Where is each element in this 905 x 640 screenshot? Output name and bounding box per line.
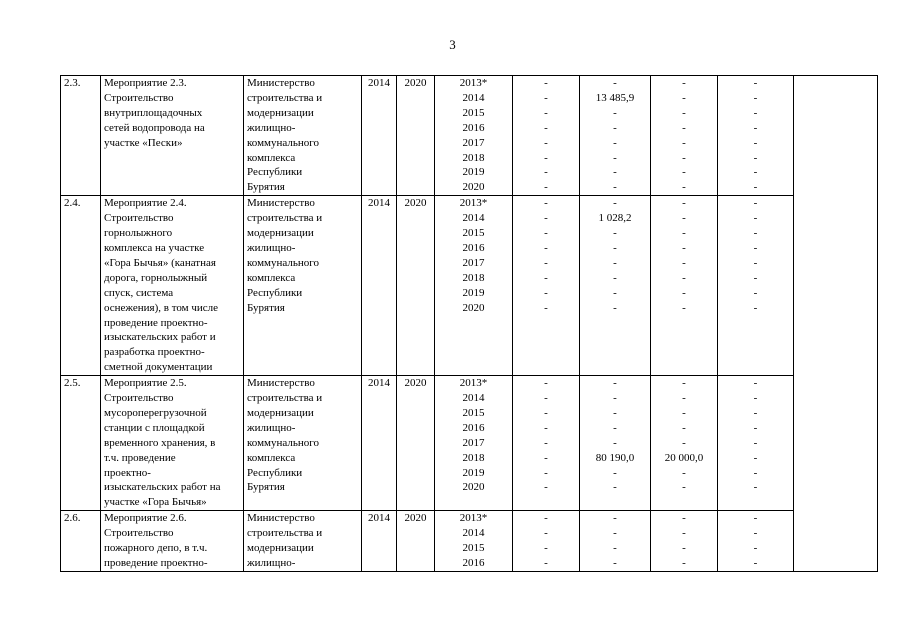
funding-col-4-line: -	[753, 436, 758, 449]
funding-col-4-line: -	[753, 91, 758, 104]
funding-col-2-line: -	[613, 377, 617, 390]
table-row	[61, 376, 878, 511]
executor-line: коммунального	[247, 436, 319, 449]
event-title	[101, 376, 244, 511]
funding-col-3-line: -	[682, 557, 686, 569]
funding-years-line: 2014	[462, 527, 485, 540]
funding-col-1-line: -	[544, 392, 548, 405]
funding-col-2-line: -	[613, 392, 617, 405]
funding-col-3-line: -	[682, 377, 686, 390]
funding-col-2-line: -	[613, 557, 617, 569]
event-title-line: участке «Гора Бычья»	[104, 496, 207, 509]
funding-col-4-line: -	[753, 466, 758, 479]
funding-col-2-line: -	[613, 286, 617, 299]
funding-col-4	[718, 376, 794, 511]
funding-col-1	[513, 376, 580, 511]
funding-years	[435, 196, 513, 376]
event-title-line: комплекса на участке	[104, 241, 205, 254]
funding-years-line: 2016	[462, 557, 485, 569]
funding-col-2-line: -	[613, 77, 617, 89]
funding-col-1-line: -	[544, 121, 548, 134]
extra-column-cell	[794, 376, 878, 511]
funding-col-3-line: -	[682, 481, 686, 494]
funding-col-2-line: -	[613, 481, 617, 494]
funding-years-line: 2020	[462, 301, 485, 314]
event-title-line: оснежения), в том числе	[104, 301, 219, 314]
table-row	[61, 196, 878, 376]
funding-col-4-line: -	[753, 241, 758, 254]
end-year: 2020	[397, 376, 435, 511]
funding-col-3	[651, 76, 718, 196]
executor-line: модернизации	[247, 227, 314, 240]
event-title-line: проведение проектно-	[104, 557, 208, 569]
funding-col-1-line: -	[544, 542, 548, 555]
funding-col-1-line: -	[544, 166, 548, 179]
funding-years-line: 2013*	[459, 377, 488, 390]
funding-col-4-line: -	[753, 451, 758, 464]
funding-col-2	[580, 376, 651, 511]
executor	[244, 76, 362, 196]
funding-col-3-line: -	[682, 212, 686, 225]
executor-line: жилищно-	[247, 557, 296, 569]
funding-years	[435, 76, 513, 196]
event-title-line: внутриплощадочных	[104, 106, 203, 119]
funding-col-4-line: -	[753, 151, 758, 164]
event-title-line: сметной документации	[104, 361, 213, 374]
funding-col-4-line: -	[753, 166, 758, 179]
executor-line: строительства и	[247, 527, 323, 540]
event-title-line: горнолыжного	[104, 227, 173, 240]
funding-col-1-line: -	[544, 136, 548, 149]
funding-col-1-line: -	[544, 241, 548, 254]
event-title-line: сетей водопровода на	[104, 121, 205, 134]
funding-col-1	[513, 76, 580, 196]
funding-col-4-line: -	[753, 256, 758, 269]
funding-years-line: 2019	[462, 166, 485, 179]
executor-line: коммунального	[247, 136, 319, 149]
funding-years-line: 2018	[462, 151, 485, 164]
funding-col-2	[580, 511, 651, 572]
executor-line: Министерство	[247, 377, 315, 390]
executor-line: Республики	[247, 166, 303, 179]
executor-line: строительства и	[247, 212, 323, 225]
event-title-line: проведение проектно-	[104, 316, 208, 329]
executor-line: строительства и	[247, 91, 323, 104]
funding-col-4-line: -	[753, 271, 758, 284]
executor-line: жилищно-	[247, 121, 296, 134]
funding-col-3-line: -	[682, 301, 686, 314]
funding-col-2	[580, 196, 651, 376]
funding-col-4-line: -	[753, 77, 758, 89]
funding-col-3-line: -	[682, 286, 686, 299]
page-number: 3	[449, 37, 456, 52]
funding-years-line: 2016	[462, 121, 485, 134]
funding-col-4-line: -	[753, 286, 758, 299]
funding-col-4-line: -	[753, 377, 758, 390]
funding-col-2-line: 13 485,9	[595, 91, 635, 104]
event-title-line: временного хранения, в	[104, 436, 216, 449]
event-title-line: Мероприятие 2.6.	[104, 512, 187, 525]
extra-column-cell	[794, 511, 878, 572]
funding-col-2-line: -	[613, 301, 617, 314]
funding-col-4-line: -	[753, 542, 758, 555]
funding-col-3-line: -	[682, 197, 686, 210]
funding-col-4-line: -	[753, 527, 758, 540]
funding-col-2-line: -	[613, 406, 617, 419]
executor	[244, 376, 362, 511]
event-title	[101, 196, 244, 376]
event-title-line: разработка проектно-	[104, 346, 205, 359]
funding-years-line: 2018	[462, 271, 485, 284]
executor-line: строительства и	[247, 392, 323, 405]
funding-years-line: 2019	[462, 466, 485, 479]
funding-col-4-line: -	[753, 197, 758, 210]
funding-col-3-line: -	[682, 436, 686, 449]
funding-col-4-line: -	[753, 212, 758, 225]
executor	[244, 511, 362, 572]
funding-years-line: 2015	[462, 406, 485, 419]
funding-col-2-line: -	[613, 181, 617, 194]
funding-col-3-line: -	[682, 136, 686, 149]
end-year: 2020	[397, 76, 435, 196]
event-title	[101, 511, 244, 572]
funding-col-3	[651, 196, 718, 376]
funding-col-2-line: -	[613, 512, 617, 525]
table-row	[61, 76, 878, 196]
funding-col-1-line: -	[544, 466, 548, 479]
funding-col-4	[718, 76, 794, 196]
event-title-line: Строительство	[104, 212, 174, 225]
executor-line: Республики	[247, 286, 303, 299]
funding-col-1-line: -	[544, 436, 548, 449]
funding-col-2-line: 80 190,0	[595, 451, 635, 464]
funding-col-4	[718, 511, 794, 572]
funding-col-4-line: -	[753, 406, 758, 419]
funding-years-line: 2013*	[459, 512, 488, 525]
extra-column-cell	[794, 196, 878, 376]
funding-col-3-line: -	[682, 151, 686, 164]
funding-col-4-line: -	[753, 181, 758, 194]
event-title-line: станции с площадкой	[104, 421, 205, 434]
funding-col-1	[513, 196, 580, 376]
event-number: 2.4.	[61, 196, 101, 376]
event-title-line: изыскательских работ и	[104, 331, 216, 344]
start-year: 2014	[362, 196, 397, 376]
event-title-line: Мероприятие 2.3.	[104, 77, 187, 89]
funding-col-3-line: -	[682, 77, 686, 89]
funding-col-2	[580, 76, 651, 196]
funding-years-line: 2019	[462, 286, 485, 299]
funding-col-3-line: -	[682, 166, 686, 179]
funding-col-4-line: -	[753, 557, 758, 569]
funding-col-1-line: -	[544, 481, 548, 494]
executor-line: Республики	[247, 466, 303, 479]
executor-line: Бурятия	[247, 181, 285, 194]
funding-years-line: 2017	[462, 436, 485, 449]
funding-col-1-line: -	[544, 451, 548, 464]
funding-col-1-line: -	[544, 106, 548, 119]
funding-col-1-line: -	[544, 301, 548, 314]
event-title-line: Строительство	[104, 392, 174, 405]
event-number: 2.6.	[61, 511, 101, 572]
program-table-body	[61, 76, 878, 572]
executor-line: Министерство	[247, 197, 315, 210]
funding-col-3-line: -	[682, 466, 686, 479]
event-number: 2.3.	[61, 76, 101, 196]
funding-col-2-line: -	[613, 421, 617, 434]
funding-col-4-line: -	[753, 512, 758, 525]
funding-col-3-line: -	[682, 256, 686, 269]
funding-col-4-line: -	[753, 136, 758, 149]
funding-col-3-line: -	[682, 542, 686, 555]
funding-years-line: 2013*	[459, 197, 488, 210]
funding-years-line: 2014	[462, 91, 485, 104]
funding-col-2-line: -	[613, 197, 617, 210]
funding-col-3-line: -	[682, 512, 686, 525]
funding-col-4-line: -	[753, 227, 758, 240]
funding-years-line: 2013*	[459, 77, 488, 89]
event-title-line: Строительство	[104, 91, 174, 104]
funding-col-1-line: -	[544, 212, 548, 225]
funding-col-4-line: -	[753, 106, 758, 119]
funding-col-2-line: -	[613, 542, 617, 555]
funding-col-3-line: -	[682, 421, 686, 434]
funding-col-1-line: -	[544, 406, 548, 419]
funding-years-line: 2020	[462, 481, 485, 494]
funding-col-2-line: -	[613, 271, 617, 284]
start-year: 2014	[362, 511, 397, 572]
event-title-line: изыскательских работ на	[104, 481, 221, 494]
start-year: 2014	[362, 376, 397, 511]
funding-years-line: 2017	[462, 136, 485, 149]
funding-years	[435, 376, 513, 511]
extra-column-cell	[794, 76, 878, 196]
funding-years-line: 2017	[462, 256, 485, 269]
funding-col-4-line: -	[753, 392, 758, 405]
funding-col-2-line: -	[613, 166, 617, 179]
executor-line: модернизации	[247, 406, 314, 419]
event-title-line: участке «Пески»	[104, 136, 183, 149]
funding-col-1-line: -	[544, 227, 548, 240]
funding-years-line: 2016	[462, 241, 485, 254]
event-title-line: «Гора Бычья» (канатная	[104, 256, 216, 269]
executor-line: комплекса	[247, 451, 296, 464]
funding-col-1-line: -	[544, 77, 548, 89]
event-title-line: спуск, система	[104, 286, 174, 299]
table-row	[61, 511, 878, 572]
funding-col-4-line: -	[753, 301, 758, 314]
funding-col-4-line: -	[753, 421, 758, 434]
funding-col-2-line: 1 028,2	[598, 212, 632, 225]
funding-col-3-line: -	[682, 406, 686, 419]
funding-col-1	[513, 511, 580, 572]
end-year: 2020	[397, 196, 435, 376]
executor-line: комплекса	[247, 271, 296, 284]
funding-years-line: 2015	[462, 542, 485, 555]
funding-col-1-line: -	[544, 527, 548, 540]
funding-col-1-line: -	[544, 181, 548, 194]
funding-col-2-line: -	[613, 466, 617, 479]
executor-line: Министерство	[247, 512, 315, 525]
funding-col-2-line: -	[613, 151, 617, 164]
funding-col-1-line: -	[544, 512, 548, 525]
executor	[244, 196, 362, 376]
event-title-line: дорога, горнолыжный	[104, 271, 208, 284]
funding-col-2-line: -	[613, 136, 617, 149]
funding-col-1-line: -	[544, 256, 548, 269]
funding-years-line: 2014	[462, 212, 485, 225]
executor-line: Бурятия	[247, 481, 285, 494]
funding-col-3-line: -	[682, 91, 686, 104]
funding-col-3-line: -	[682, 527, 686, 540]
start-year: 2014	[362, 76, 397, 196]
funding-col-2-line: -	[613, 436, 617, 449]
funding-col-3-line: -	[682, 271, 686, 284]
funding-col-2-line: -	[613, 121, 617, 134]
funding-col-1-line: -	[544, 377, 548, 390]
funding-col-3	[651, 511, 718, 572]
funding-col-2-line: -	[613, 227, 617, 240]
executor-line: жилищно-	[247, 241, 296, 254]
event-title-line: Строительство	[104, 527, 174, 540]
funding-col-1-line: -	[544, 286, 548, 299]
funding-col-2-line: -	[613, 527, 617, 540]
executor-line: комплекса	[247, 151, 296, 164]
funding-col-1-line: -	[544, 151, 548, 164]
executor-line: модернизации	[247, 106, 314, 119]
funding-col-1-line: -	[544, 421, 548, 434]
end-year: 2020	[397, 511, 435, 572]
event-title-line: мусороперегрузочной	[104, 406, 207, 419]
funding-col-1-line: -	[544, 557, 548, 569]
funding-col-1-line: -	[544, 91, 548, 104]
funding-col-3	[651, 376, 718, 511]
funding-col-3-line: 20 000,0	[664, 451, 704, 464]
funding-col-2-line: -	[613, 106, 617, 119]
executor-line: модернизации	[247, 542, 314, 555]
funding-col-3-line: -	[682, 241, 686, 254]
event-title-line: Мероприятие 2.5.	[104, 377, 187, 390]
funding-col-3-line: -	[682, 121, 686, 134]
funding-col-3-line: -	[682, 106, 686, 119]
funding-col-1-line: -	[544, 197, 548, 210]
funding-col-4-line: -	[753, 121, 758, 134]
executor-line: жилищно-	[247, 421, 296, 434]
funding-col-3-line: -	[682, 392, 686, 405]
funding-years-line: 2018	[462, 451, 485, 464]
funding-col-1-line: -	[544, 271, 548, 284]
funding-col-2-line: -	[613, 256, 617, 269]
event-title	[101, 76, 244, 196]
executor-line: Бурятия	[247, 301, 285, 314]
funding-years-line: 2020	[462, 181, 485, 194]
funding-col-4-line: -	[753, 481, 758, 494]
funding-years	[435, 511, 513, 572]
funding-col-2-line: -	[613, 241, 617, 254]
funding-years-line: 2015	[462, 227, 485, 240]
funding-years-line: 2016	[462, 421, 485, 434]
funding-col-4	[718, 196, 794, 376]
funding-col-3-line: -	[682, 227, 686, 240]
program-table	[60, 75, 878, 572]
funding-years-line: 2014	[462, 392, 485, 405]
event-number: 2.5.	[61, 376, 101, 511]
event-title-line: пожарного депо, в т.ч.	[104, 542, 208, 555]
funding-col-3-line: -	[682, 181, 686, 194]
executor-line: Министерство	[247, 77, 315, 89]
funding-years-line: 2015	[462, 106, 485, 119]
event-title-line: проектно-	[104, 466, 151, 479]
event-title-line: т.ч. проведение	[104, 451, 176, 464]
event-title-line: Мероприятие 2.4.	[104, 197, 187, 210]
executor-line: коммунального	[247, 256, 319, 269]
